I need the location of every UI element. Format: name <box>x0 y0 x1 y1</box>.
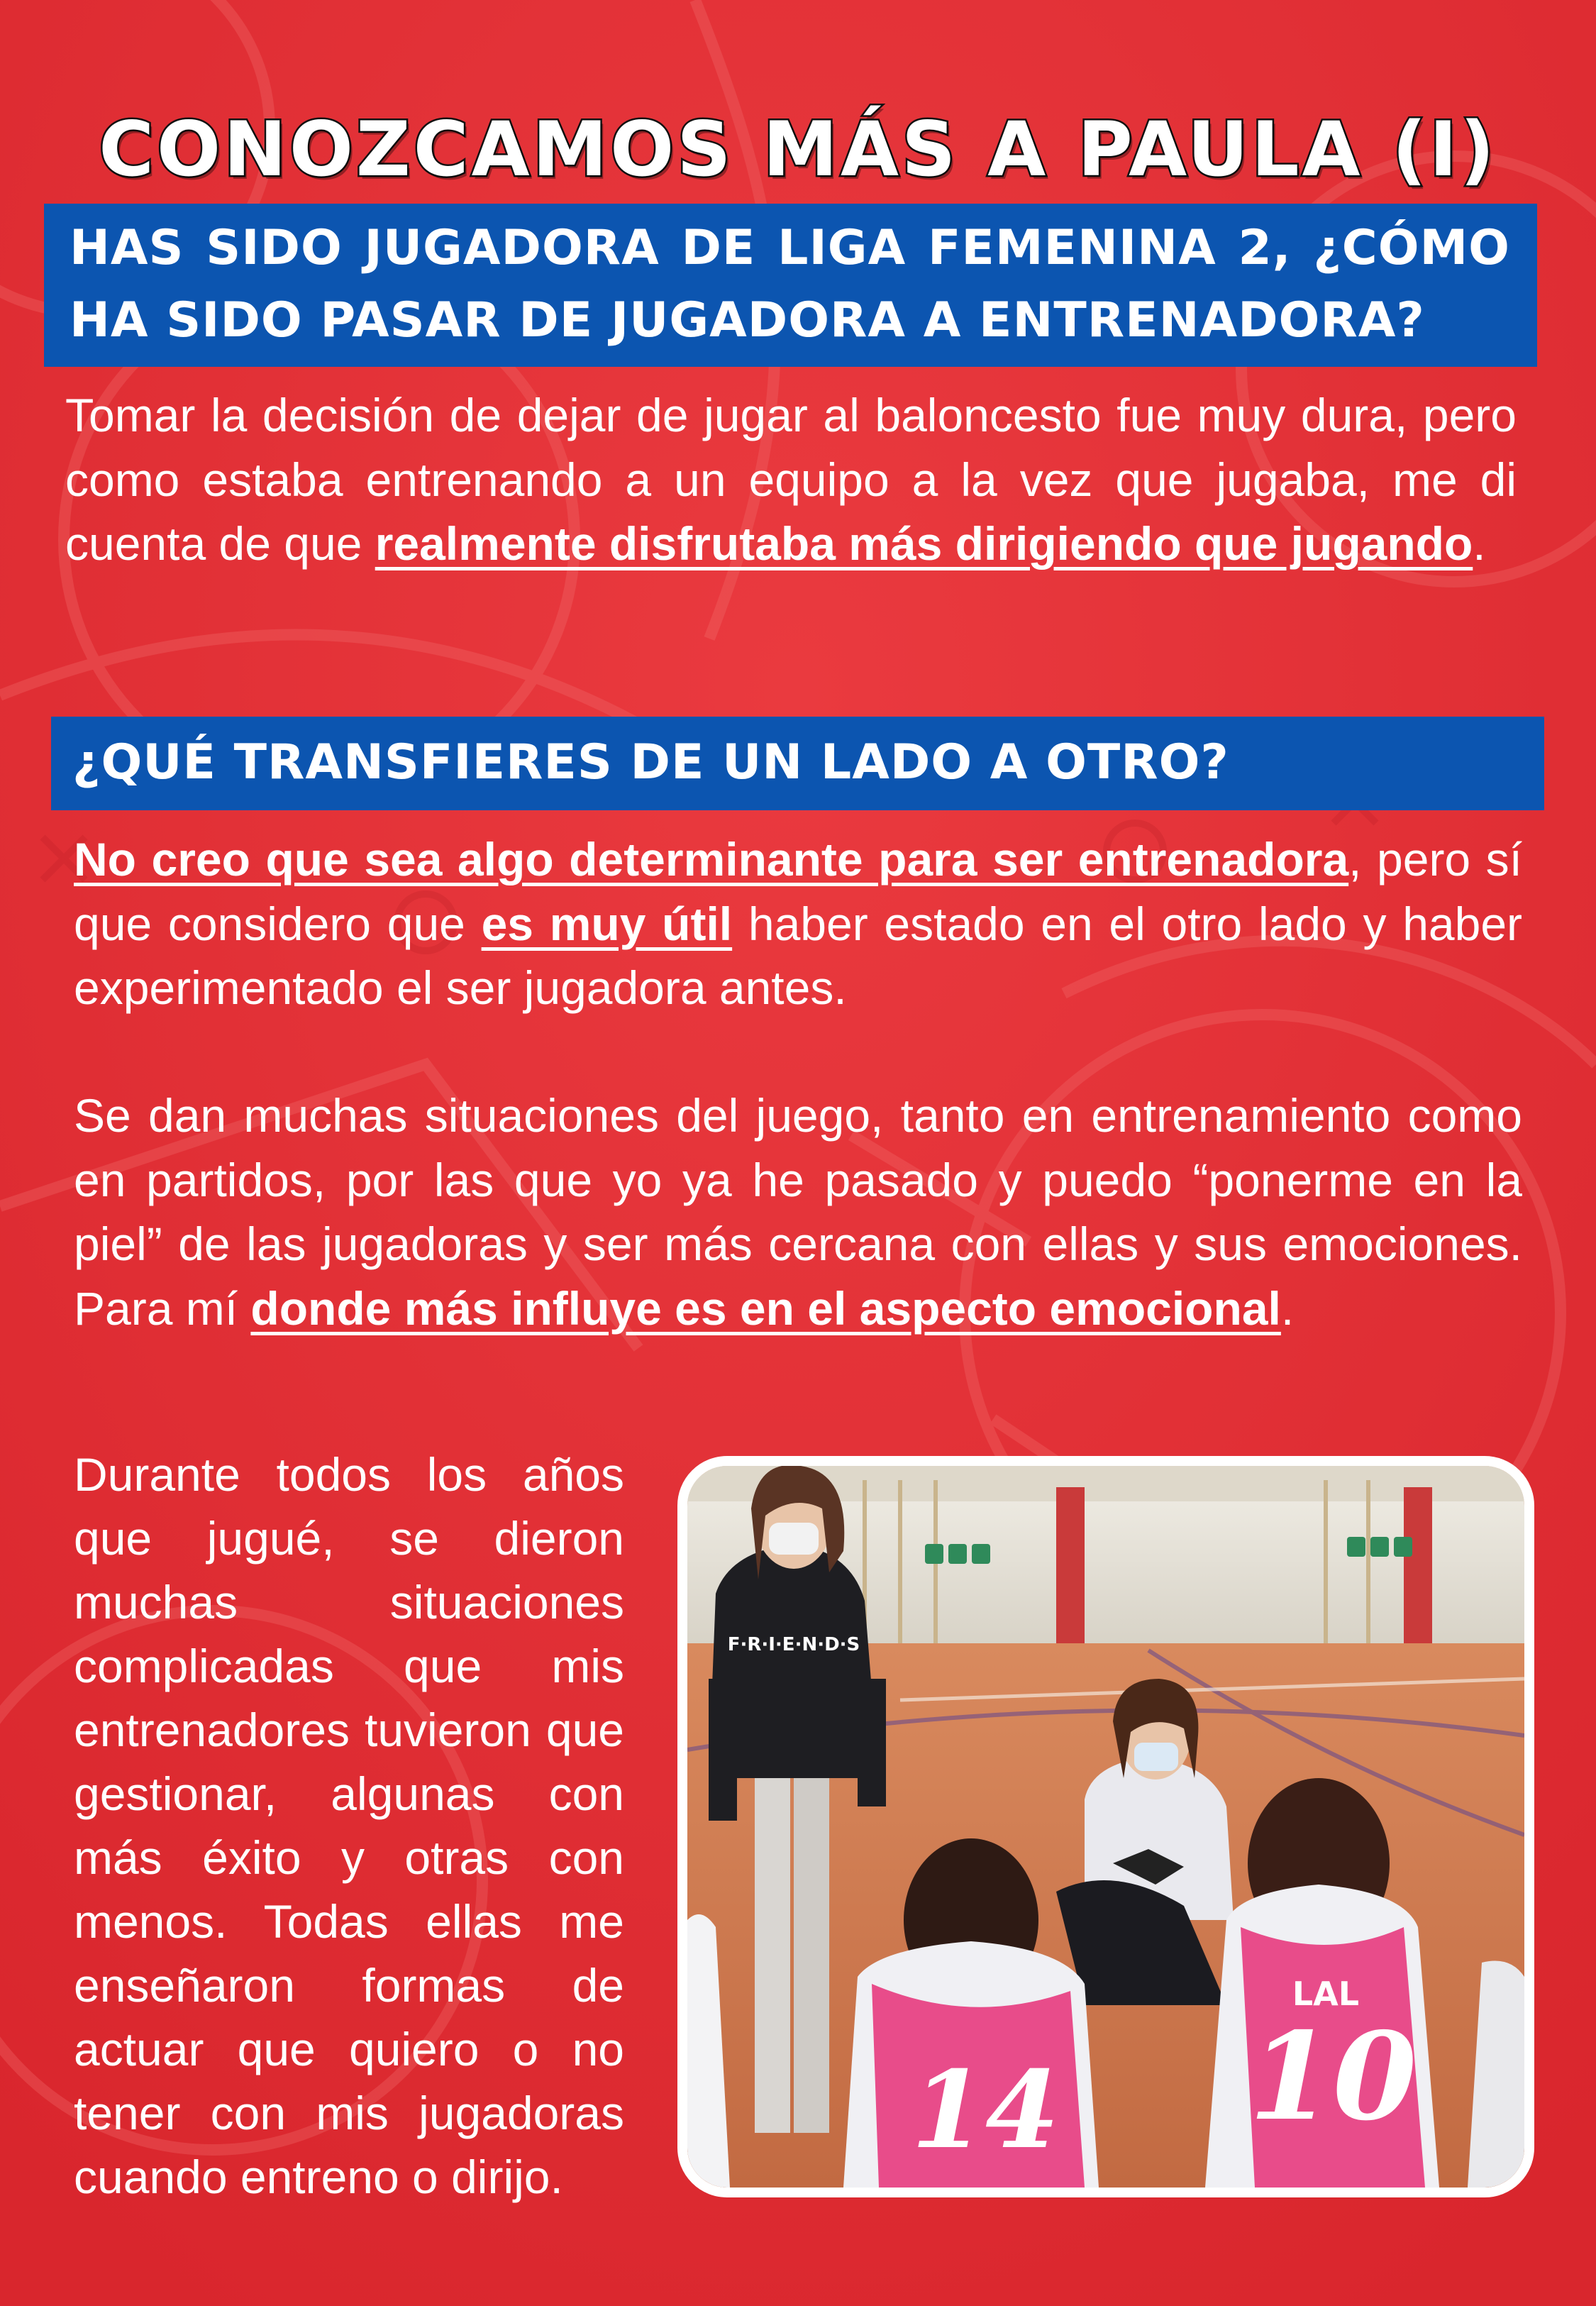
answer-2-p2-end: . <box>1280 1281 1295 1335</box>
coach-photo-illustration <box>687 1466 1524 2188</box>
answer-2-text-middle: , pero sí que considero que <box>74 833 1522 950</box>
question-2-banner: ¿QUÉ TRANSFIERES DE UN LADO A OTRO? <box>51 717 1544 810</box>
answer-1-text: Tomar la decisión de dejar de jugar al baloncesto fue muy dura, pero como estaba entrenando a un equipo a la vez que jugaba, me di cuenta de que <box>65 389 1517 570</box>
answer-1-end: . <box>1473 517 1486 570</box>
question-1-banner: HAS SIDO JUGADORA DE LIGA FEMENINA 2, ¿CÓMO HA SIDO PASAR DE JUGADORA A ENTRENADORA? <box>44 204 1537 367</box>
answer-2-p2-text: Se dan muchas situaciones del juego, tanto en entrenamiento como en partidos, por las que yo ya he pasado y puedo “ponerme en la piel” de las jugadoras y ser más cercana con ellas y sus emociones. Para mí <box>74 1089 1522 1335</box>
answer-1-paragraph <box>65 383 1517 576</box>
answer-2-paragraph-1 <box>74 827 1522 1020</box>
answer-2-highlight-2: es muy útil <box>481 897 733 950</box>
jersey-number-right: 10 <box>1248 2006 1417 2148</box>
jersey-number-left: 14 <box>911 2048 1060 2173</box>
answer-2-highlight-1: No creo que sea algo determinante para ser entrenadora <box>74 833 1349 886</box>
answer-1-highlight: realmente disfrutaba más dirigiendo que jugando <box>375 517 1473 570</box>
answer-2-p2-highlight: donde más influye es en el aspecto emocional <box>250 1281 1281 1335</box>
coach-photo <box>677 1456 1534 2197</box>
page-title: CONOZCAMOS MÁS A PAULA (I) <box>99 106 1497 194</box>
jersey-name-text: LAL <box>1292 1975 1360 2013</box>
answer-2-text-end: haber estado en el otro lado y haber experimentado el ser jugadora antes. <box>74 897 1522 1014</box>
answer-2-paragraph-3: Durante todos los años que jugué, se dieron muchas situaciones complicadas que mis entrenadores tuvieron que gestionar, algunas con más éxito y otras con menos. Todas ellas me enseñaron formas de actuar que quiero o no tener con mis jugadoras cuando entreno o dirijo. <box>74 1448 624 2203</box>
sweatshirt-text: F·R·I·E·N·D·S <box>727 1634 860 1655</box>
answer-2-paragraph-2 <box>74 1083 1522 1340</box>
